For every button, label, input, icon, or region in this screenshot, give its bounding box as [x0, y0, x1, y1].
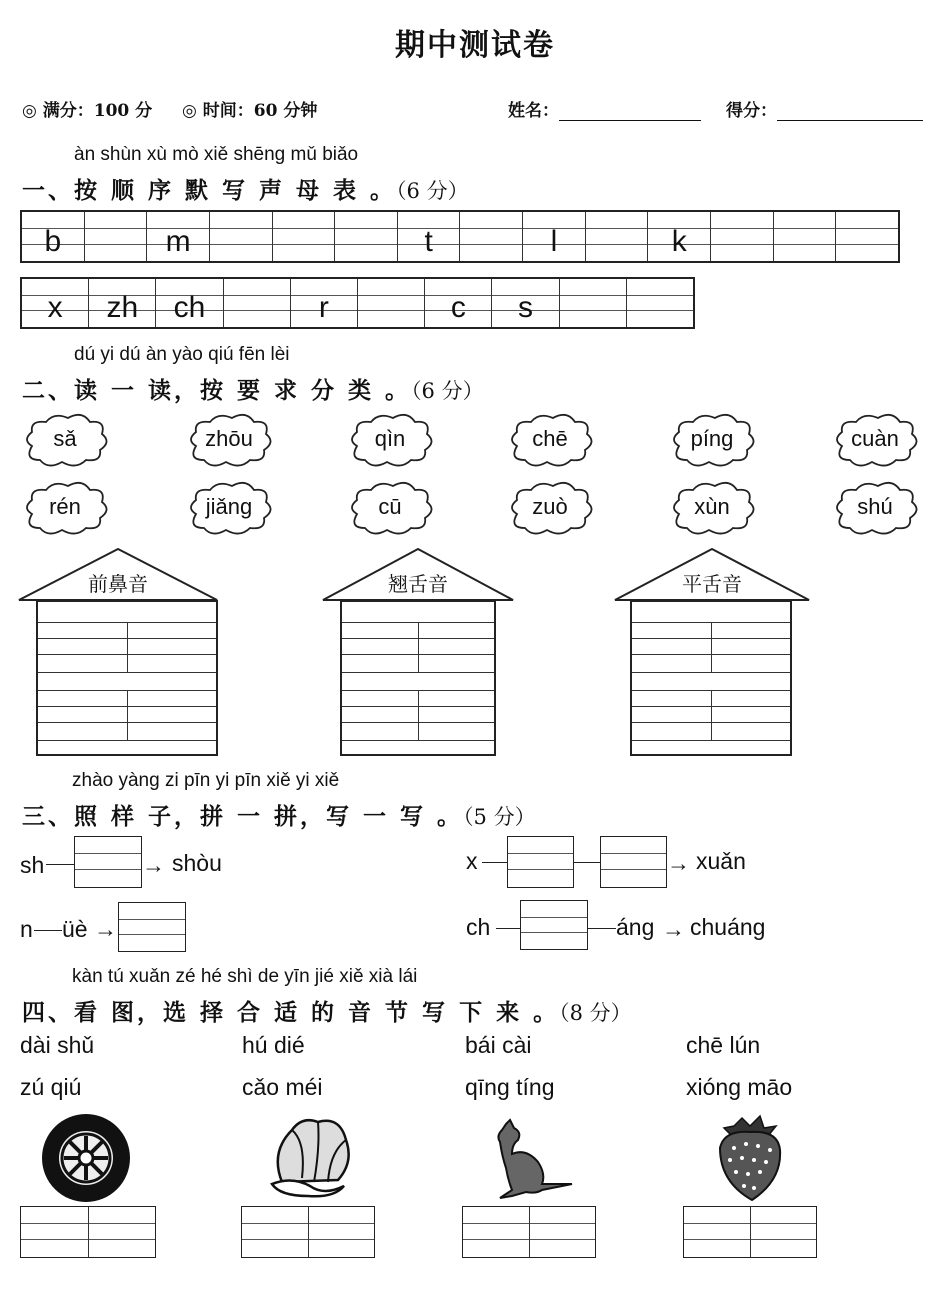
ex4-arrow: → [662, 916, 685, 942]
section1-heading-text: 一、按 顺 序 默 写 声 母 表 。 [22, 177, 397, 204]
grid-row1-cell[interactable] [835, 212, 898, 261]
grid-row2-cell[interactable] [491, 279, 558, 327]
kangaroo-icon [482, 1118, 576, 1202]
syllable-text: zhōu [205, 426, 253, 451]
time-limit: ◎ 时间：60 分钟 [182, 101, 318, 121]
syllable-cloud[interactable] [667, 480, 757, 536]
ex2-initial: x [466, 848, 478, 874]
house-front-nasal [18, 548, 218, 758]
initial-letter: x [47, 291, 63, 324]
grid-row1-cell[interactable] [647, 212, 710, 261]
grid-row2-cell[interactable] [290, 279, 357, 327]
syllable-text: qìn [374, 426, 406, 451]
syllable-text: jiǎng [205, 494, 253, 519]
syllable-cloud[interactable] [830, 412, 920, 468]
syllable-cloud[interactable] [505, 480, 595, 536]
syllable-text: zuò [532, 494, 568, 519]
syllable-text: chē [532, 426, 568, 451]
grid-row1-cell[interactable] [397, 212, 460, 261]
ex1-initial: sh [20, 852, 45, 878]
grid-row2-cell[interactable] [626, 279, 693, 327]
section2-pinyin: dú yi dú àn yào qiú fēn lèi [74, 344, 290, 365]
ex3-final: üè [62, 916, 88, 942]
section4-heading-text: 四、看 图，选 择 合 适 的 音 节 写 下 来 。 [22, 999, 560, 1026]
syllable-option: chē lún [686, 1032, 761, 1058]
page-title: 期中测试卷 [395, 28, 555, 63]
syllable-option: xióng māo [686, 1074, 793, 1100]
ex4-result: chuáng [690, 914, 766, 940]
syllable-cloud[interactable] [667, 412, 757, 468]
initial-letter: t [424, 225, 433, 258]
score-label [726, 96, 923, 121]
syllable-text: xùn [694, 494, 730, 519]
initial-letter: b [44, 225, 62, 258]
grid-row1-cell[interactable] [522, 212, 585, 261]
syllable-option: qīng tíng [465, 1074, 555, 1100]
grid-row2-cell[interactable] [223, 279, 290, 327]
ex1-answer-box[interactable] [74, 836, 142, 888]
syllable-text: cū [378, 494, 402, 519]
grid-row1-cell[interactable] [84, 212, 147, 261]
section4-heading [22, 994, 632, 1027]
house-writing-area[interactable] [630, 600, 792, 756]
grid-row2-cell[interactable] [424, 279, 491, 327]
initial-letter: k [671, 225, 687, 258]
syllable-option: dài shǔ [20, 1032, 95, 1058]
grid-row1-cell[interactable] [585, 212, 648, 261]
syllable-cloud[interactable] [345, 480, 435, 536]
section2-points: （6 分） [411, 379, 484, 403]
grid-row2-cell[interactable] [559, 279, 626, 327]
ex2-line2 [574, 862, 600, 863]
picture1-answer-box[interactable] [20, 1206, 156, 1258]
grid-row1-cell[interactable] [334, 212, 397, 261]
initial-letter: c [450, 291, 466, 324]
initial-letter: r [318, 291, 329, 324]
syllable-cloud[interactable] [20, 480, 110, 536]
grid-row2-cell[interactable] [357, 279, 424, 327]
ex3-arrow: → [94, 916, 117, 942]
syllable-text: píng [690, 426, 734, 451]
section3-heading [22, 798, 536, 831]
grid-row1-cell[interactable] [710, 212, 773, 261]
grid-row1-cell[interactable] [773, 212, 836, 261]
ex2-answer-box2[interactable] [600, 836, 667, 888]
section4-points: （8 分） [559, 1001, 632, 1025]
grid-row1-cell[interactable] [209, 212, 272, 261]
ex4-line [496, 928, 520, 929]
syllable-option: hú dié [242, 1032, 305, 1058]
grid-row1-cell[interactable] [22, 212, 84, 261]
syllable-text: rén [49, 494, 81, 519]
grid-row1-cell[interactable] [459, 212, 522, 261]
grid-row1-cell[interactable] [272, 212, 335, 261]
house-writing-area[interactable] [36, 600, 218, 756]
ex1-arrow: → [142, 852, 165, 878]
syllable-option: bái cài [465, 1032, 532, 1058]
house-flat-tongue [614, 548, 810, 758]
ex1-line [46, 864, 74, 865]
syllable-option: cǎo méi [242, 1074, 323, 1100]
picture3-answer-box[interactable] [462, 1206, 596, 1258]
ex4-initial: ch [466, 914, 491, 940]
section3-points: （5 分） [463, 805, 536, 829]
ex2-answer-box1[interactable] [507, 836, 574, 888]
house-label: 翘舌音 [388, 572, 448, 596]
ex4-line2 [588, 928, 616, 929]
ex4-final: áng [616, 914, 655, 940]
picture2-answer-box[interactable] [241, 1206, 375, 1258]
ex2-arrow: → [667, 850, 690, 876]
grid-row2-cell[interactable] [22, 279, 88, 327]
syllable-cloud[interactable] [184, 412, 274, 468]
syllable-text: sǎ [53, 426, 77, 451]
initial-letter: s [518, 291, 534, 324]
section4-pinyin: kàn tú xuǎn zé hé shì de yīn jié xiě xià lái [72, 966, 418, 987]
syllable-text: cuàn [851, 426, 899, 451]
initial-letter: ch [173, 291, 206, 324]
section2-heading [22, 372, 484, 405]
syllable-cloud[interactable] [830, 480, 920, 536]
score-label-text: 得分： [726, 101, 777, 121]
ex2-line [482, 862, 507, 863]
syllable-cloud[interactable] [184, 480, 274, 536]
name-label-text: 姓名： [508, 101, 559, 121]
initials-grid-row2[interactable] [20, 277, 695, 329]
syllable-text: shú [857, 494, 893, 519]
syllable-cloud[interactable] [505, 412, 595, 468]
cabbage-icon [262, 1112, 358, 1198]
name-field[interactable] [559, 102, 701, 121]
section1-heading [22, 172, 469, 205]
ex3-line [34, 930, 62, 931]
picture4-answer-box[interactable] [683, 1206, 817, 1258]
grid-row2-cell[interactable] [88, 279, 155, 327]
house-retroflex [322, 548, 514, 758]
ex3-initial: n [20, 916, 33, 942]
syllable-cloud[interactable] [345, 412, 435, 468]
house-writing-area[interactable] [340, 600, 496, 756]
grid-row2-cell[interactable] [155, 279, 222, 327]
name-label [508, 96, 701, 121]
strawberry-icon [712, 1112, 788, 1204]
initial-letter: m [165, 225, 191, 258]
section1-pinyin: àn shùn xù mò xiě shēng mǔ biǎo [74, 144, 359, 165]
section1-points: （6 分） [396, 179, 469, 203]
syllable-cloud[interactable] [20, 412, 110, 468]
score-field[interactable] [777, 102, 923, 121]
initial-letter: l [550, 225, 558, 258]
initial-letter: zh [106, 291, 139, 324]
ex2-result: xuǎn [696, 848, 746, 874]
ex4-answer-box[interactable] [520, 900, 588, 950]
section3-pinyin: zhào yàng zi pīn yi pīn xiě yi xiě [72, 770, 340, 791]
grid-row1-cell[interactable] [146, 212, 209, 261]
ex1-result: shòu [172, 850, 222, 876]
house-label: 平舌音 [682, 572, 742, 596]
initials-grid-row1[interactable] [20, 210, 900, 263]
wheel-icon [40, 1112, 132, 1204]
full-score: ◎ 满分：100 分 [22, 101, 153, 121]
section3-heading-text: 三、照 样 子，拼 一 拼，写 一 写 。 [22, 803, 464, 830]
syllable-option: zú qiú [20, 1074, 82, 1100]
ex3-answer-box[interactable] [118, 902, 186, 952]
section2-heading-text: 二、读 一 读，按 要 求 分 类 。 [22, 377, 412, 404]
house-label: 前鼻音 [88, 572, 148, 596]
